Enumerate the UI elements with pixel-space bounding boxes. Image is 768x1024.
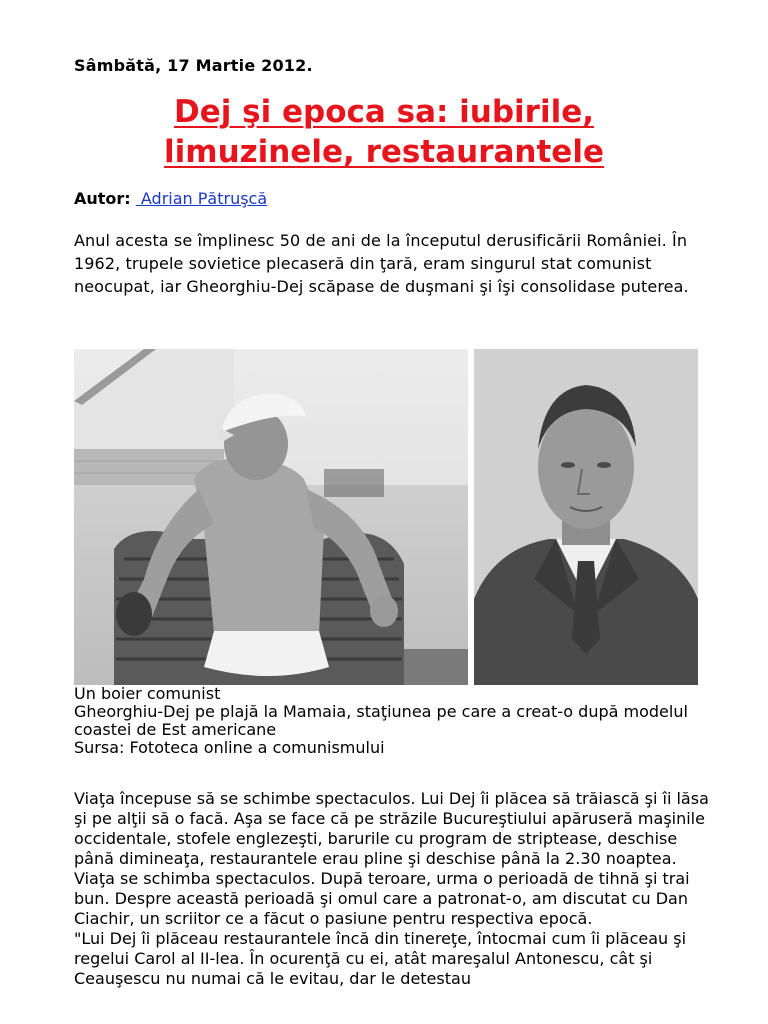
- caption-description: Gheorghiu-Dej pe plajă la Mamaia, staţiunea pe care a creat-o după modelul coastei de Est americane: [74, 702, 688, 739]
- author-label: Autor:: [74, 189, 131, 208]
- article-title-line-1[interactable]: Dej şi epoca sa: iubirile,: [173, 94, 595, 130]
- article-title-line-2[interactable]: limuzinele, restaurantele: [164, 134, 604, 170]
- body-paragraph-2: "Lui Dej îi plăceau restaurantele încă din tinereţe, întocmai cum îi plăceau şi regelui Carol al II-lea. În ocurenţă cu ei, atât mareşalul Antonescu, cât şi Ceauşescu nu numai că le evitau, dar le detestau: [74, 929, 687, 988]
- author-line: [74, 189, 267, 208]
- article-date: Sâmbătă, 17 Martie 2012.: [74, 56, 313, 75]
- portrait-photo-illustration: [474, 349, 698, 685]
- beach-photo: [74, 349, 468, 685]
- body-paragraph-1: Viaţa începuse să se schimbe spectaculos. Lui Dej îi plăcea să trăiască şi îi lăsa şi pe alţii să o facă. Aşa se face că pe străzile Bucureştiului apăruseră maşinile occidentale, stofele englezeşti, barurile cu program de striptease, deschise până dimineaţa, restaurantele erau pline şi deschise până la 2.30 noaptea. Viaţa se schimba spectaculos. După teroare, urma o perioadă de tihnă şi trai bun. Despre această perioadă şi omul care a patronat-o, am discutat cu Dan Ciachir, un scriitor ce a făcut o pasiune pentru respectiva epocă.: [74, 789, 709, 928]
- photo-caption: [74, 685, 714, 757]
- beach-photo-illustration: [74, 349, 468, 685]
- article-body: [74, 789, 714, 989]
- portrait-photo: [474, 349, 698, 685]
- article-title[interactable]: [0, 92, 768, 172]
- caption-source: Sursa: Fototeca online a comunismului: [74, 738, 385, 757]
- author-name[interactable]: Adrian Pătruşcă: [140, 189, 268, 208]
- lead-paragraph: Anul acesta se împlinesc 50 de ani de la începutul derusificării României. În 1962, trupele sovietice plecaseră din ţară, eram singurul stat comunist neocupat, iar Gheorghiu-Dej scăpase de duşmani şi îşi consolidase puterea.: [74, 231, 689, 296]
- author-link[interactable]: [136, 189, 267, 208]
- caption-title: Un boier comunist: [74, 684, 221, 703]
